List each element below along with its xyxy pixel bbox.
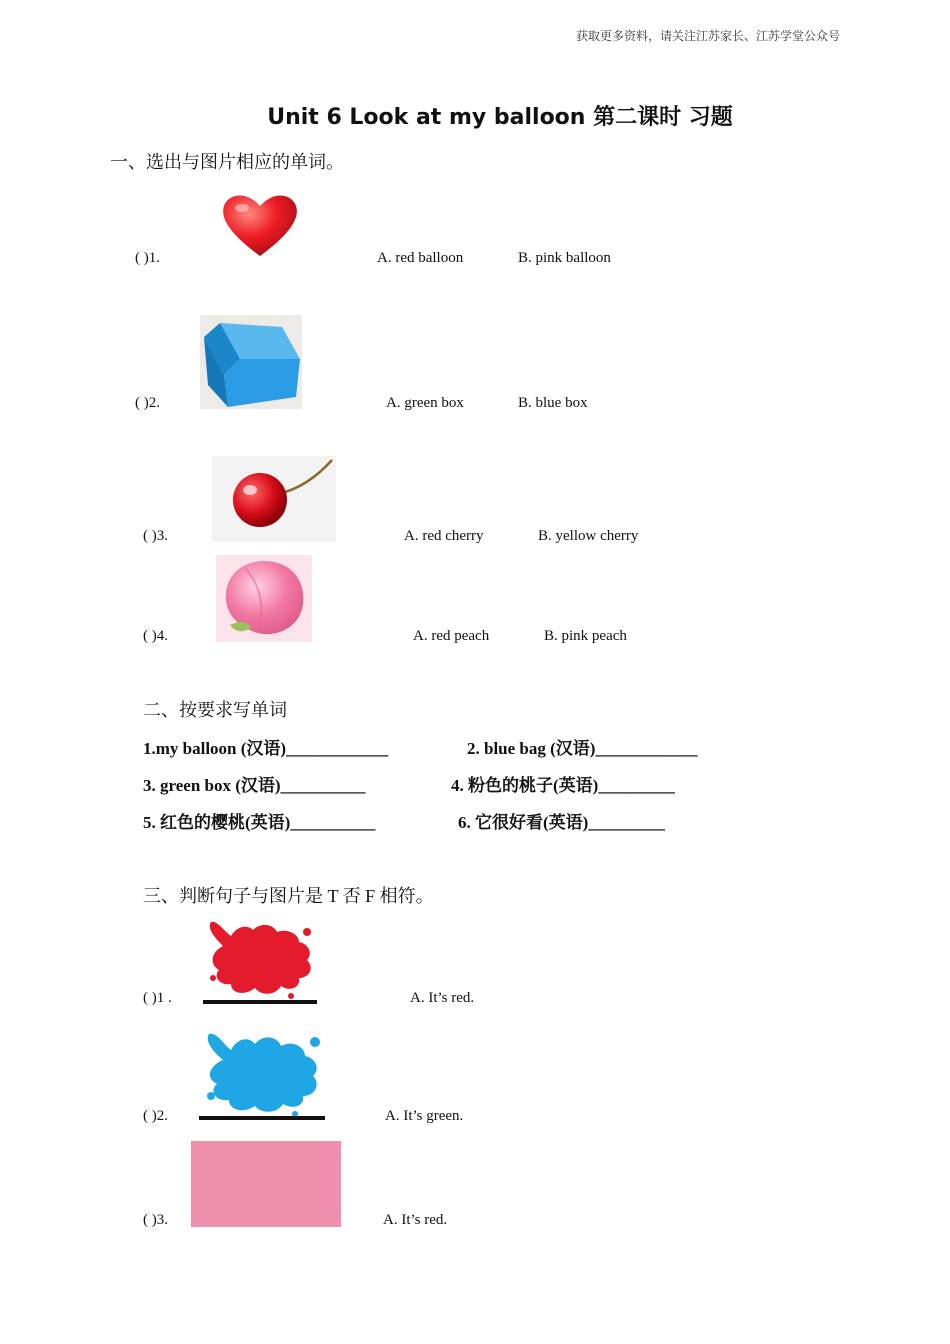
section3-heading: 三、判断句子与图片是 T 否 F 相符。 [143, 886, 434, 906]
red-paint-splash-icon [203, 916, 317, 1006]
item2-option-b: B. blue box [518, 395, 588, 411]
item4-paren[interactable]: ( )4. [143, 628, 168, 644]
cherry-icon [212, 456, 336, 542]
item1-option-b: B. pink balloon [518, 250, 611, 266]
fill-item-6[interactable]: 6. 它很好看(英语)_________ [458, 813, 665, 832]
heart-balloon-icon [220, 190, 300, 260]
judge3-paren[interactable]: ( )3. [143, 1212, 168, 1228]
pink-square-icon [191, 1141, 341, 1227]
item4-option-b: B. pink peach [544, 628, 627, 644]
judge3-option-a: A. It’s red. [383, 1212, 448, 1228]
item3-option-b: B. yellow cherry [538, 528, 639, 544]
item1-paren[interactable]: ( )1. [135, 250, 160, 266]
judge2-paren[interactable]: ( )2. [143, 1108, 168, 1124]
section1-heading: 一、选出与图片相应的单词。 [110, 152, 344, 172]
page-title: Unit 6 Look at my balloon 第二课时 习题 [267, 105, 733, 130]
fill-item-1[interactable]: 1.my balloon (汉语)____________ [143, 739, 389, 758]
blue-box-icon [200, 315, 302, 409]
item2-paren[interactable]: ( )2. [135, 395, 160, 411]
item3-paren[interactable]: ( )3. [143, 528, 168, 544]
item4-option-a: A. red peach [413, 628, 490, 644]
judge1-paren[interactable]: ( )1 . [143, 990, 172, 1006]
judge1-option-a: A. It’s red. [410, 990, 475, 1006]
item1-option-a: A. red balloon [377, 250, 464, 266]
fill-item-5[interactable]: 5. 红色的樱桃(英语)__________ [143, 813, 376, 832]
section2-heading: 二、按要求写单词 [143, 700, 287, 720]
fill-item-2[interactable]: 2. blue bag (汉语)____________ [467, 739, 698, 758]
header-note: 获取更多资料，请关注江苏家长、江苏学堂公众号 [575, 29, 840, 43]
peach-icon [216, 555, 312, 642]
item3-option-a: A. red cherry [404, 528, 484, 544]
item2-option-a: A. green box [386, 395, 464, 411]
judge2-option-a: A. It’s green. [385, 1108, 464, 1124]
blue-paint-splash-icon [199, 1024, 325, 1122]
fill-item-4[interactable]: 4. 粉色的桃子(英语)_________ [451, 776, 675, 795]
fill-item-3[interactable]: 3. green box (汉语)__________ [143, 776, 366, 795]
